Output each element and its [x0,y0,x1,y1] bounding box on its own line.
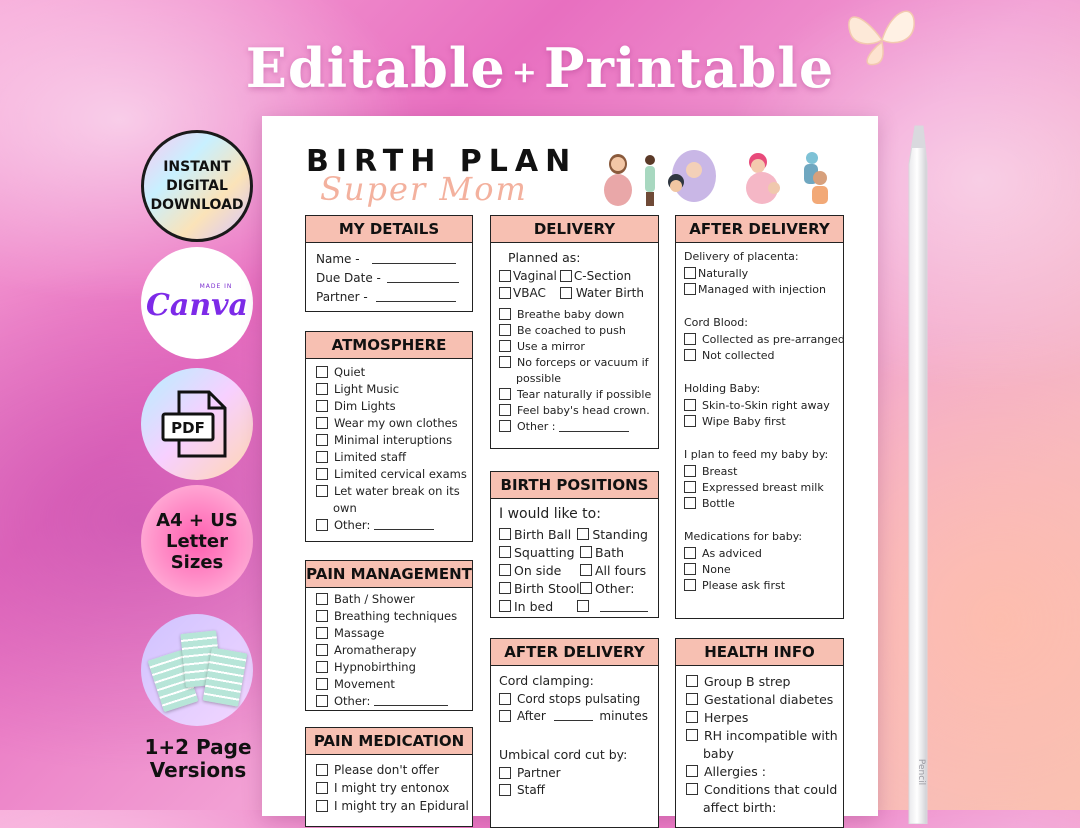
checkbox[interactable] [686,765,698,777]
other-position-field[interactable] [600,601,648,612]
cord-clamping-label: Cord clamping: [499,672,594,688]
name-label: Name - [316,251,360,266]
checkbox[interactable] [684,579,696,591]
checkbox[interactable] [499,308,511,320]
checkbox[interactable] [316,366,328,378]
section-heading: DELIVERY [491,216,658,243]
checkbox[interactable] [684,399,696,411]
checkbox[interactable] [686,675,698,687]
delivery-section [490,215,659,449]
checkbox[interactable] [577,600,589,612]
option-label: Squatting [514,544,575,560]
option-label: VBAC [513,285,546,300]
option-label: Hypnobirthing [334,659,416,674]
checkbox[interactable] [316,695,328,707]
checkbox[interactable] [686,693,698,705]
option-label: Expressed breast milk [702,480,824,494]
option-label: Allergies : [704,763,766,779]
option-label: Not collected [702,348,775,362]
option-label: Quiet [334,364,366,379]
badge-line: DOWNLOAD [150,196,244,213]
versions-line: 1+2 Page [144,735,252,759]
option-label: Partner [517,765,561,780]
checkbox[interactable] [499,324,511,336]
checkbox[interactable] [499,356,511,368]
option-label: Bottle [702,496,735,510]
checkbox[interactable] [580,546,592,558]
health-info-section [675,638,844,828]
checkbox[interactable] [499,784,511,796]
checkbox[interactable] [684,349,696,361]
option-label: Minimal interuptions [334,432,453,447]
option-label: Be coached to push [517,323,626,337]
checkbox[interactable] [499,693,511,705]
option-label-continued: affect birth: [703,799,777,815]
badge-line: Sizes [170,551,224,573]
option-label: As adviced [702,546,762,560]
option-label: Other: [334,693,371,708]
option-label-continued: baby [703,745,734,761]
section-heading: MY DETAILS [306,216,472,243]
option-label: Other : [517,419,556,433]
badge-line: Letter [166,530,228,552]
option-label: Bath [595,544,625,560]
checkbox[interactable] [316,644,328,656]
checkbox[interactable] [560,270,572,282]
section-heading: PAIN MANAGEMENT [306,561,472,588]
option-label: Herpes [704,709,749,725]
due-date-field[interactable] [387,272,459,283]
checkbox[interactable] [560,287,572,299]
pdf-label: PDF [171,419,205,437]
option-label: Please don't offer [334,763,440,777]
checkbox[interactable] [316,610,328,622]
name-field[interactable] [372,253,456,264]
checkbox[interactable] [499,340,511,352]
partner-label: Partner - [316,289,368,304]
holding-baby-label: Holding Baby: [684,381,761,395]
option-label: Wipe Baby first [702,414,786,428]
mothers-illustration [598,142,838,208]
option-label: I might try entonox [334,781,450,795]
option-label-continued: own [333,500,357,515]
checkbox[interactable] [686,711,698,723]
option-label: Managed with injection [698,282,826,296]
checkbox[interactable] [499,546,511,558]
section-heading: PAIN MEDICATION [306,728,472,755]
other-field[interactable] [374,519,434,530]
option-label: Feel baby's head crown. [517,403,650,417]
option-label: Water Birth [575,285,644,300]
checkbox[interactable] [499,710,511,722]
checkbox[interactable] [684,333,696,345]
checkbox[interactable] [316,468,328,480]
minutes-field[interactable] [554,710,594,721]
pain-medication-section [305,727,473,827]
option-label: Staff [517,782,545,797]
checkbox[interactable] [316,800,328,812]
intro-label: I would like to: [499,506,601,522]
butterfly-icon [842,2,922,72]
checkbox[interactable] [580,564,592,576]
option-label: I might try an Epidural [334,799,469,813]
checkbox[interactable] [316,764,328,776]
checkbox[interactable] [316,434,328,446]
badge-line: INSTANT [163,158,231,175]
doc-title: BIRTH PLAN [306,144,578,179]
checkbox[interactable] [684,563,696,575]
checkbox[interactable] [499,528,511,540]
checkbox[interactable] [577,528,589,540]
minutes-label: minutes [599,708,648,723]
feeding-label: I plan to feed my baby by: [684,447,829,461]
other-field[interactable] [559,421,629,432]
option-label: After [517,708,546,723]
checkbox[interactable] [580,582,592,594]
instant-download-badge [141,130,253,242]
option-label: Cord stops pulsating [517,691,641,706]
versions-line: Versions [149,758,247,782]
pencil-label: Pencil [916,758,926,786]
canva-logo: Canva [146,288,248,323]
checkbox[interactable] [684,547,696,559]
checkbox[interactable] [316,627,328,639]
section-heading: ATMOSPHERE [306,332,472,359]
after-delivery-section [675,215,844,619]
option-label: Limited staff [334,449,407,464]
checkbox[interactable] [316,519,328,531]
planned-label: Planned as: [508,249,581,265]
checkbox[interactable] [316,485,328,497]
option-label: None [702,562,731,576]
option-label: C-Section [573,268,632,283]
section-heading: AFTER DELIVERY [676,216,843,243]
option-label: Birth Ball [514,526,572,542]
option-label: Collected as pre-arranged [702,332,845,346]
checkbox[interactable] [684,415,696,427]
checkbox[interactable] [684,497,696,509]
pdf-badge [141,368,253,480]
sizes-badge [141,485,253,597]
checkbox[interactable] [499,287,511,299]
option-label: Wear my own clothes [334,415,458,430]
option-label: Breathing techniques [334,608,458,623]
checkbox[interactable] [499,404,511,416]
checkbox[interactable] [316,451,328,463]
headline-plus: + [511,55,538,91]
option-label: Breast [702,464,738,478]
section-heading: BIRTH POSITIONS [491,472,658,499]
option-label: In bed [514,598,554,614]
my-details-section [305,215,473,312]
birth-plan-page [262,116,878,816]
option-label: Birth Stool [514,580,580,596]
option-label: Gestational diabetes [704,691,834,707]
option-label: Naturally [698,266,749,280]
checkbox[interactable] [316,678,328,690]
checkbox[interactable] [686,729,698,741]
checkbox[interactable] [499,600,511,612]
option-label: Aromatherapy [334,642,417,657]
headline-right: Printable [543,36,835,100]
section-heading: HEALTH INFO [676,639,843,666]
checkbox[interactable] [316,661,328,673]
option-label: Light Music [334,381,400,396]
option-label: Tear naturally if possible [517,387,652,401]
option-label: Vaginal [513,268,557,283]
birth-positions-section [490,471,659,618]
due-date-label: Due Date - [316,270,381,285]
option-label: On side [514,562,562,578]
checkbox[interactable] [499,388,511,400]
checkbox[interactable] [686,783,698,795]
page-preview-badge [141,614,253,726]
other-field[interactable] [374,695,448,706]
checkbox[interactable] [499,270,511,282]
checkbox[interactable] [499,564,511,576]
checkbox[interactable] [684,481,696,493]
option-label: All fours [595,562,647,578]
placenta-label: Delivery of placenta: [684,249,799,263]
atmosphere-section [305,331,473,542]
option-label: Movement [334,676,395,691]
checkbox[interactable] [684,267,696,279]
option-label: Bath / Shower [334,591,415,606]
option-label: Conditions that could [704,781,838,797]
headline-left: Editable [245,36,506,100]
option-label: Group B strep [704,673,791,689]
option-label: Massage [334,625,385,640]
section-heading: AFTER DELIVERY [491,639,658,666]
option-label-continued: possible [516,371,562,385]
checkbox[interactable] [316,383,328,395]
stylus-pencil [897,124,941,824]
option-label: Dim Lights [334,398,396,413]
checkbox[interactable] [316,417,328,429]
cord-blood-label: Cord Blood: [684,315,748,329]
option-label: Other: [595,580,635,596]
pdf-file-icon [157,388,237,460]
after-delivery-cord-section [490,638,659,828]
canva-badge [141,247,253,359]
checkbox[interactable] [684,283,696,295]
pain-management-section [305,560,473,711]
made-in-label: MADE IN [199,283,233,290]
option-label: Other: [334,517,371,532]
baby-medications-label: Medications for baby: [684,529,803,543]
checkbox[interactable] [499,420,511,432]
option-label: Use a mirror [517,339,585,353]
option-label: Limited cervical exams [334,466,467,481]
checkbox[interactable] [499,767,511,779]
option-label: RH incompatible with [704,727,838,743]
checkbox[interactable] [316,593,328,605]
badge-line: DIGITAL [166,177,228,194]
option-label: Let water break on its [334,483,460,498]
option-label: No forceps or vacuum if [517,355,649,369]
cord-cut-label: Umbical cord cut by: [499,746,628,762]
option-label: Breathe baby down [517,307,625,321]
option-label: Skin-to-Skin right away [702,398,830,412]
partner-field[interactable] [376,291,456,302]
checkbox[interactable] [499,582,511,594]
doc-subtitle: Super Mom [320,170,528,208]
preview-thumbnail [203,647,248,706]
option-label: Please ask first [702,578,786,592]
badge-line: A4 + US [156,509,238,531]
page-versions-label [130,736,266,782]
checkbox[interactable] [316,400,328,412]
checkbox[interactable] [684,465,696,477]
checkbox[interactable] [316,782,328,794]
option-label: Standing [592,526,648,542]
